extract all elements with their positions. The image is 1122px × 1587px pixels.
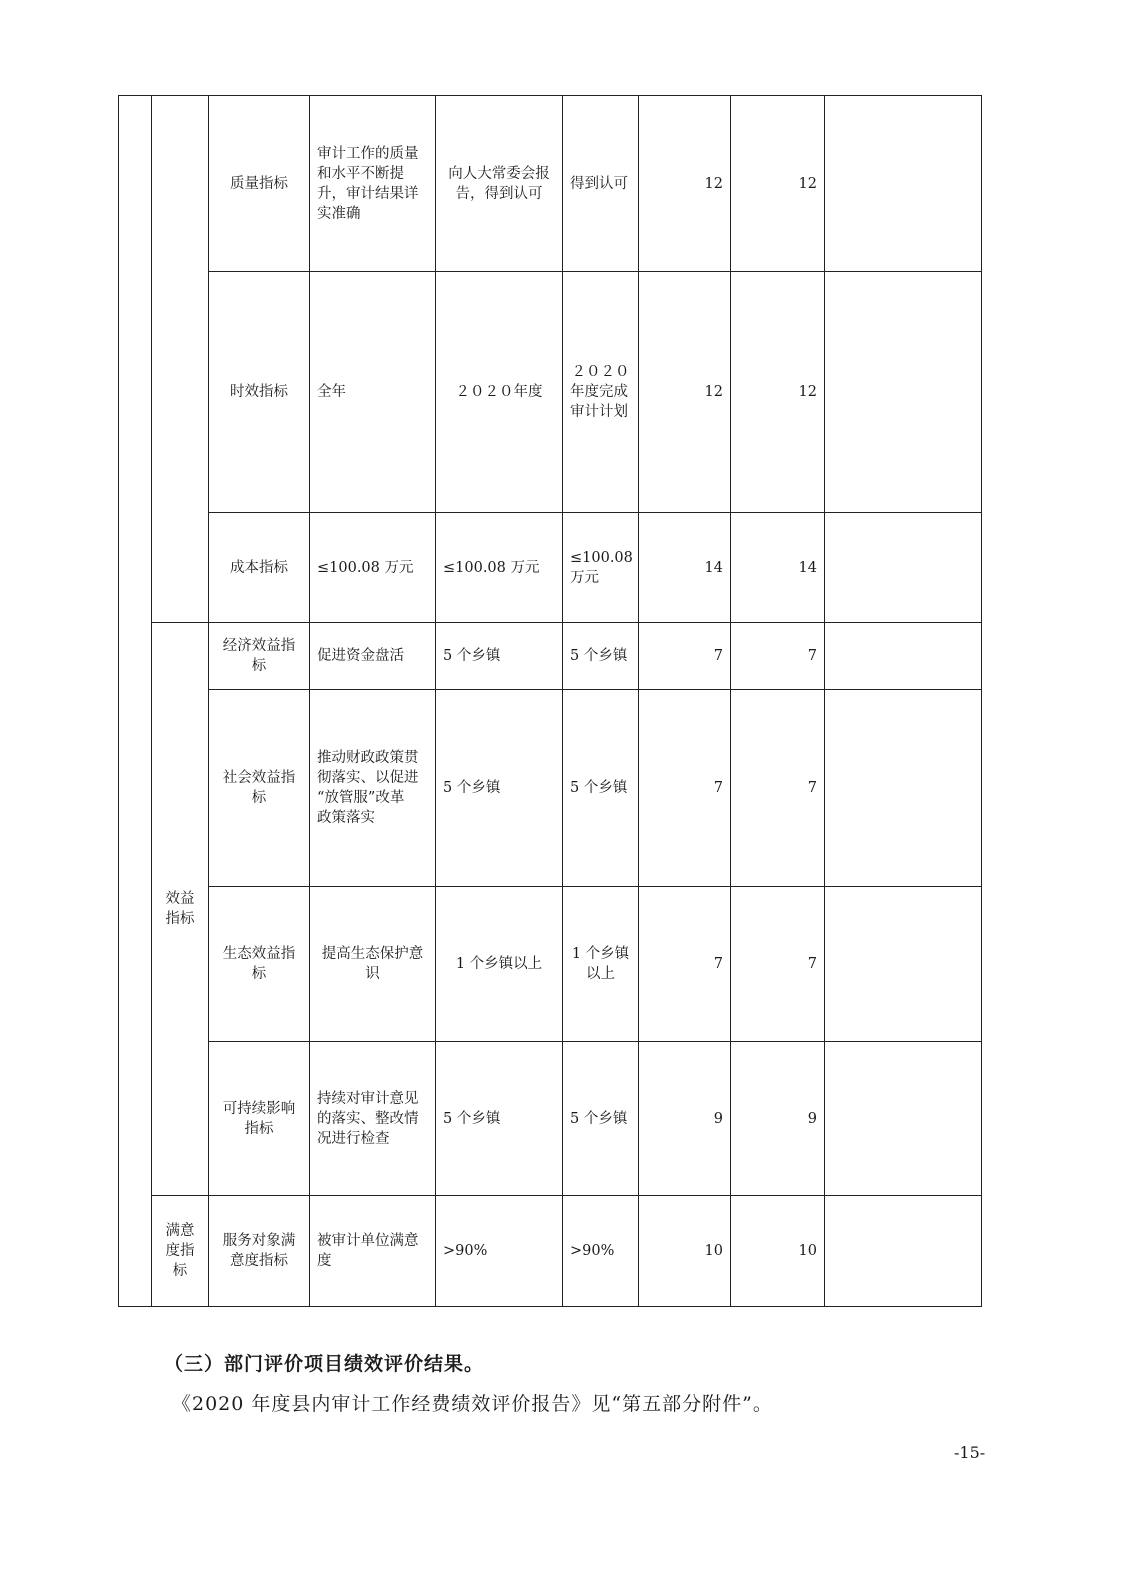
indicator-cell: 成本指标 [209,513,310,623]
target-cell: 5 个乡镇 [436,690,563,887]
indicator-cell: 社会效益指 标 [209,690,310,887]
score-cell: 7 [731,690,825,887]
actual-cell: 1 个乡镇 以上 [563,887,639,1042]
table-row [119,513,982,623]
actual-cell: 5 个乡镇 [563,623,639,690]
weight-cell: 9 [639,1042,731,1196]
content-cell: 促进资金盘活 [310,623,436,690]
content-cell: 提高生态保护意 识 [310,887,436,1042]
actual-cell: 得到认可 [563,96,639,272]
score-cell: 9 [731,1042,825,1196]
note-cell [825,513,982,623]
indicator-cell: 时效指标 [209,272,310,513]
content-cell: 全年 [310,272,436,513]
table-row [119,690,982,887]
table-row [119,272,982,513]
target-cell: ≤100.08 万元 [436,513,563,623]
table-row [119,1042,982,1196]
weight-cell: 10 [639,1196,731,1307]
content-cell: ≤100.08 万元 [310,513,436,623]
target-cell: >90% [436,1196,563,1307]
actual-cell: >90% [563,1196,639,1307]
actual-cell: 5 个乡镇 [563,1042,639,1196]
weight-cell: 14 [639,513,731,623]
target-cell: 5 个乡镇 [436,623,563,690]
content-cell: 被审计单位满意 度 [310,1196,436,1307]
page-number: -15- [954,1443,986,1462]
note-cell [825,623,982,690]
performance-indicator-table [118,95,982,1307]
actual-cell: 5 个乡镇 [563,690,639,887]
weight-cell: 7 [639,690,731,887]
score-cell: 12 [731,96,825,272]
table-row [119,623,982,690]
note-cell [825,96,982,272]
score-cell: 7 [731,623,825,690]
target-cell: 向人大常委会报 告，得到认可 [436,96,563,272]
effect-indicator-group-cell: 效益 指标 [152,623,209,1196]
content-cell: 持续对审计意见 的落实、整改情 况进行检查 [310,1042,436,1196]
table-row [119,96,982,272]
note-cell [825,887,982,1042]
level1-blank-cell [119,96,152,1307]
score-cell: 10 [731,1196,825,1307]
note-cell [825,690,982,887]
table-row [119,1196,982,1307]
weight-cell: 12 [639,96,731,272]
section-text: 《2020 年度县内审计工作经费绩效评价报告》见“第五部分附件”。 [172,1393,773,1415]
satisfaction-indicator-group-cell: 满意 度指 标 [152,1196,209,1307]
content-cell: 推动财政政策贯 彻落实、以促进 “放管服”改革 政策落实 [310,690,436,887]
indicator-cell: 经济效益指 标 [209,623,310,690]
note-cell [825,272,982,513]
score-cell: 14 [731,513,825,623]
score-cell: 7 [731,887,825,1042]
actual-cell: ２０２０ 年度完成 审计计划 [563,272,639,513]
score-cell: 12 [731,272,825,513]
section-heading: （三）部门评价项目绩效评价结果。 [164,1353,485,1375]
target-cell: 1 个乡镇以上 [436,887,563,1042]
note-cell [825,1042,982,1196]
weight-cell: 7 [639,623,731,690]
table-row [119,887,982,1042]
actual-cell: ≤100.08 万元 [563,513,639,623]
indicator-cell: 质量指标 [209,96,310,272]
weight-cell: 12 [639,272,731,513]
note-cell [825,1196,982,1307]
indicator-cell: 生态效益指 标 [209,887,310,1042]
weight-cell: 7 [639,887,731,1042]
indicator-cell: 可持续影响 指标 [209,1042,310,1196]
target-cell: 5 个乡镇 [436,1042,563,1196]
content-cell: 审计工作的质量 和水平不断提 升，审计结果详 实准确 [310,96,436,272]
level2-blank-cell [152,96,209,623]
indicator-cell: 服务对象满 意度指标 [209,1196,310,1307]
target-cell: ２０２０年度 [436,272,563,513]
